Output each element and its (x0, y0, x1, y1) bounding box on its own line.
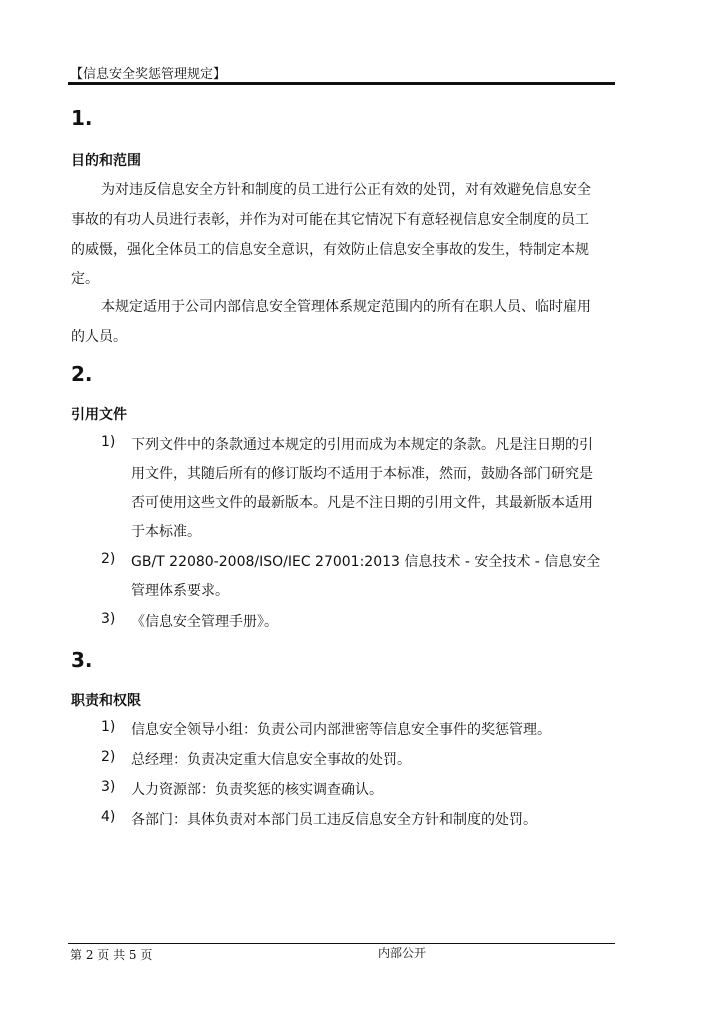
list-item-marker: 3) (101, 779, 116, 795)
list-item-line: 否可使用这些文件的最新版本。凡是不注日期的引用文件，其最新版本适用 (131, 495, 593, 511)
list-item-line: 各部门：具体负责对本部门员工违反信息安全方针和制度的处罚。 (131, 812, 537, 828)
list-item-line: 人力资源部：负责奖惩的核实调查确认。 (131, 782, 383, 798)
page-number: 第 2 页 共 5 页 (70, 948, 153, 962)
section-2-number: 2. (71, 362, 93, 386)
list-item-marker: 1) (101, 719, 116, 735)
section-1-para-1-line: 事故的有功人员进行表彰，并作为对可能在其它情况下有意轻视信息安全制度的员工 (71, 212, 589, 228)
list-item-line: 管理体系要求。 (131, 583, 229, 599)
section-1-para-1-line: 定。 (71, 271, 99, 287)
section-1-para-1-line: 为对违反信息安全方针和制度的员工进行公正有效的处罚，对有效避免信息安全 (101, 182, 591, 198)
list-item-line: 信息安全领导小组：负责公司内部泄密等信息安全事件的奖惩管理。 (131, 722, 551, 738)
list-item-marker: 2) (101, 749, 116, 765)
section-1-para-1-line: 的威慑，强化全体员工的信息安全意识，有效防止信息安全事故的发生，特制定本规 (71, 242, 589, 258)
section-2-title: 引用文件 (71, 407, 127, 423)
section-1-title: 目的和范围 (71, 153, 141, 169)
section-3-number: 3. (71, 648, 93, 672)
list-item-line: 下列文件中的条款通过本规定的引用而成为本规定的条款。凡是注日期的引 (131, 437, 593, 453)
section-3-title: 职责和权限 (71, 693, 141, 709)
list-item-line: 《信息安全管理手册》。 (131, 614, 278, 630)
list-item-marker: 1) (101, 434, 116, 450)
document-header-title: 【信息安全奖惩管理规定】 (70, 67, 227, 82)
list-item-line: 总经理：负责决定重大信息安全事故的处罚。 (131, 752, 411, 768)
header-divider (68, 82, 615, 85)
list-item-line: GB/T 22080-2008/ISO/IEC 27001:2013 信息技术 - 安全技术 - 信息安全 (131, 554, 601, 570)
list-item-line: 于本标准。 (131, 524, 201, 540)
list-item-marker: 2) (101, 551, 116, 567)
list-item-line: 用文件，其随后所有的修订版均不适用于本标准，然而，鼓励各部门研究是 (131, 466, 593, 482)
footer-divider (68, 943, 615, 944)
classification-label: 内部公开 (378, 946, 427, 960)
list-item-marker: 4) (101, 809, 116, 825)
section-1-number: 1. (71, 106, 93, 130)
section-1-para-2-line: 的人员。 (71, 329, 127, 345)
list-item-marker: 3) (101, 611, 116, 627)
section-1-para-2-line: 本规定适用于公司内部信息安全管理体系规定范围内的所有在职人员、临时雇用 (101, 299, 591, 315)
